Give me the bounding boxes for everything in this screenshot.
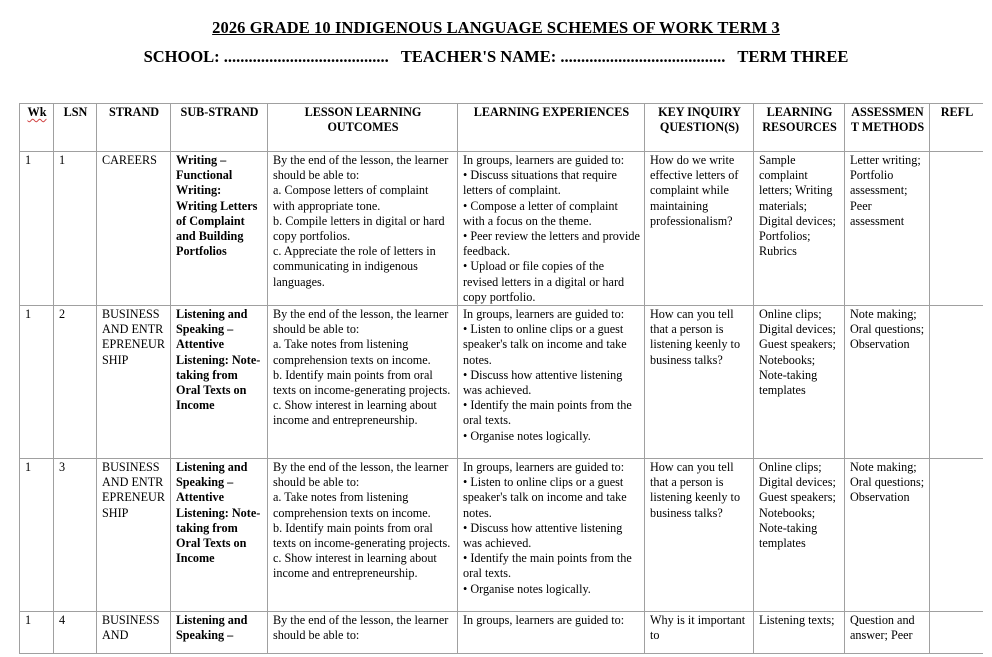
document-subtitle bbox=[0, 47, 992, 67]
table-header-row bbox=[20, 104, 984, 152]
cell-sub-strand: Listening and Speaking – Attentive Listening: Note-taking from Oral Texts on Income bbox=[171, 306, 268, 459]
outcome-line: By the end of the lesson, the learner should be able to: bbox=[273, 153, 449, 183]
experience-line: In groups, learners are guided to: bbox=[463, 307, 625, 322]
cell-wk: 1 bbox=[20, 306, 54, 459]
outcome-line: a. Take notes from listening comprehension texts on income. bbox=[273, 490, 431, 520]
cell-inquiry: Why is it important to bbox=[645, 612, 754, 654]
teacher-field: TEACHER'S NAME: ........................................ bbox=[400, 47, 726, 66]
outcome-line: a. Take notes from listening comprehension texts on income. bbox=[273, 337, 431, 367]
outcome-line: b. Identify main points from oral texts on income-generating projects. bbox=[273, 367, 451, 398]
cell-strand: BUSINESS AND ENTREPRENEURSHIP bbox=[97, 306, 171, 459]
outcome-line: c. Show interest in learning about income and entrepreneurship. bbox=[273, 398, 437, 428]
header-assessment: ASSESSMENT METHODS bbox=[845, 104, 930, 152]
scheme-table-container bbox=[19, 103, 983, 657]
cell-refl[interactable] bbox=[930, 459, 984, 612]
outcome-line: c. Show interest in learning about income and entrepreneurship. bbox=[273, 551, 437, 581]
cell-outcomes bbox=[268, 612, 458, 654]
cell-experiences bbox=[458, 306, 645, 459]
cell-assessment: Letter writing; Portfolio assessment; Peer assessment bbox=[845, 152, 930, 306]
cell-sub-strand: Writing – Functional Writing: Writing Letters of Complaint and Building Portfolios bbox=[171, 152, 268, 306]
cell-lsn: 2 bbox=[54, 306, 97, 459]
cell-inquiry: How can you tell that a person is listening keenly to business talks? bbox=[645, 459, 754, 612]
school-field: SCHOOL: ........................................ bbox=[143, 47, 389, 66]
table-row bbox=[20, 306, 984, 459]
experience-line: • Organise notes logically. bbox=[463, 428, 591, 443]
experience-line: In groups, learners are guided to: bbox=[463, 613, 625, 628]
header-lsn: LSN bbox=[54, 104, 97, 152]
outcome-line: b. Compile letters in digital or hard copy portfolios. bbox=[273, 213, 445, 244]
table-row bbox=[20, 152, 984, 306]
experience-line: • Discuss how attentive listening was achieved. bbox=[463, 367, 623, 398]
cell-inquiry: How do we write effective letters of complaint while maintaining professionalism? bbox=[645, 152, 754, 306]
experience-line: • Identify the main points from the oral texts. bbox=[463, 398, 632, 428]
experience-line: • Identify the main points from the oral texts. bbox=[463, 551, 632, 581]
experience-line: • Organise notes logically. bbox=[463, 581, 591, 596]
cell-assessment: Note making; Oral questions; Observation bbox=[845, 306, 930, 459]
cell-lsn: 4 bbox=[54, 612, 97, 654]
cell-inquiry: How can you tell that a person is listening keenly to business talks? bbox=[645, 306, 754, 459]
outcome-line: By the end of the lesson, the learner should be able to: bbox=[273, 307, 449, 337]
experience-line: • Compose a letter of complaint with a focus on the theme. bbox=[463, 198, 618, 228]
cell-refl[interactable] bbox=[930, 612, 984, 654]
cell-outcomes bbox=[268, 152, 458, 306]
experience-line: • Peer review the letters and provide feedback. bbox=[463, 229, 640, 259]
outcome-line: b. Identify main points from oral texts on income-generating projects. bbox=[273, 520, 451, 551]
cell-strand: BUSINESS AND bbox=[97, 612, 171, 654]
experience-line: • Listen to online clips or a guest speaker's talk on income and take notes. bbox=[463, 322, 627, 367]
experience-line: • Discuss how attentive listening was achieved. bbox=[463, 520, 623, 551]
outcome-line: a. Compose letters of complaint with appropriate tone. bbox=[273, 183, 429, 213]
experience-line: In groups, learners are guided to: bbox=[463, 460, 625, 475]
cell-lsn: 3 bbox=[54, 459, 97, 612]
outcome-line: By the end of the lesson, the learner should be able to: bbox=[273, 613, 449, 643]
table-row bbox=[20, 612, 984, 654]
cell-sub-strand: Listening and Speaking – bbox=[171, 612, 268, 654]
cell-refl[interactable] bbox=[930, 152, 984, 306]
cell-resources: Listening texts; bbox=[754, 612, 845, 654]
header-refl: REFL bbox=[930, 104, 984, 152]
experience-line: In groups, learners are guided to: bbox=[463, 153, 625, 167]
header-outcomes: LESSON LEARNING OUTCOMES bbox=[268, 104, 458, 152]
cell-experiences bbox=[458, 459, 645, 612]
cell-assessment: Question and answer; Peer bbox=[845, 612, 930, 654]
header-wk: Wk bbox=[20, 104, 54, 152]
cell-outcomes bbox=[268, 306, 458, 459]
cell-wk: 1 bbox=[20, 152, 54, 306]
table-row bbox=[20, 459, 984, 612]
header-resources: LEARNING RESOURCES bbox=[754, 104, 845, 152]
cell-strand: CAREERS bbox=[97, 152, 171, 306]
experience-line: • Upload or file copies of the revised letters in a digital or hard copy portfolio. bbox=[463, 259, 625, 304]
header-inquiry: KEY INQUIRY QUESTION(S) bbox=[645, 104, 754, 152]
cell-lsn: 1 bbox=[54, 152, 97, 306]
document-title: 2026 GRADE 10 INDIGENOUS LANGUAGE SCHEMES OF WORK TERM 3 bbox=[212, 18, 780, 37]
cell-strand: BUSINESS AND ENTREPRENEURSHIP bbox=[97, 459, 171, 612]
cell-outcomes bbox=[268, 459, 458, 612]
cell-wk: 1 bbox=[20, 459, 54, 612]
scheme-of-work-table bbox=[19, 103, 983, 654]
cell-sub-strand: Listening and Speaking – Attentive Listening: Note-taking from Oral Texts on Income bbox=[171, 459, 268, 612]
cell-wk: 1 bbox=[20, 612, 54, 654]
header-strand: STRAND bbox=[97, 104, 171, 152]
cell-experiences bbox=[458, 152, 645, 306]
experience-line: • Discuss situations that require letters of complaint. bbox=[463, 168, 617, 198]
cell-resources: Sample complaint letters; Writing materials; Digital devices; Portfolios; Rubrics bbox=[754, 152, 845, 306]
header-sub-strand: SUB-STRAND bbox=[171, 104, 268, 152]
term-label: TERM THREE bbox=[737, 47, 849, 66]
outcome-line: c. Appreciate the role of letters in communicating in indigenous languages. bbox=[273, 244, 436, 289]
cell-refl[interactable] bbox=[930, 306, 984, 459]
cell-resources: Online clips; Digital devices; Guest speakers; Notebooks; Note-taking templates bbox=[754, 459, 845, 612]
experience-line: • Listen to online clips or a guest speaker's talk on income and take notes. bbox=[463, 475, 627, 520]
header-experiences: LEARNING EXPERIENCES bbox=[458, 104, 645, 152]
cell-assessment: Note making; Oral questions; Observation bbox=[845, 459, 930, 612]
cell-experiences bbox=[458, 612, 645, 654]
cell-resources: Online clips; Digital devices; Guest speakers; Notebooks; Note-taking templates bbox=[754, 306, 845, 459]
outcome-line: By the end of the lesson, the learner should be able to: bbox=[273, 460, 449, 490]
